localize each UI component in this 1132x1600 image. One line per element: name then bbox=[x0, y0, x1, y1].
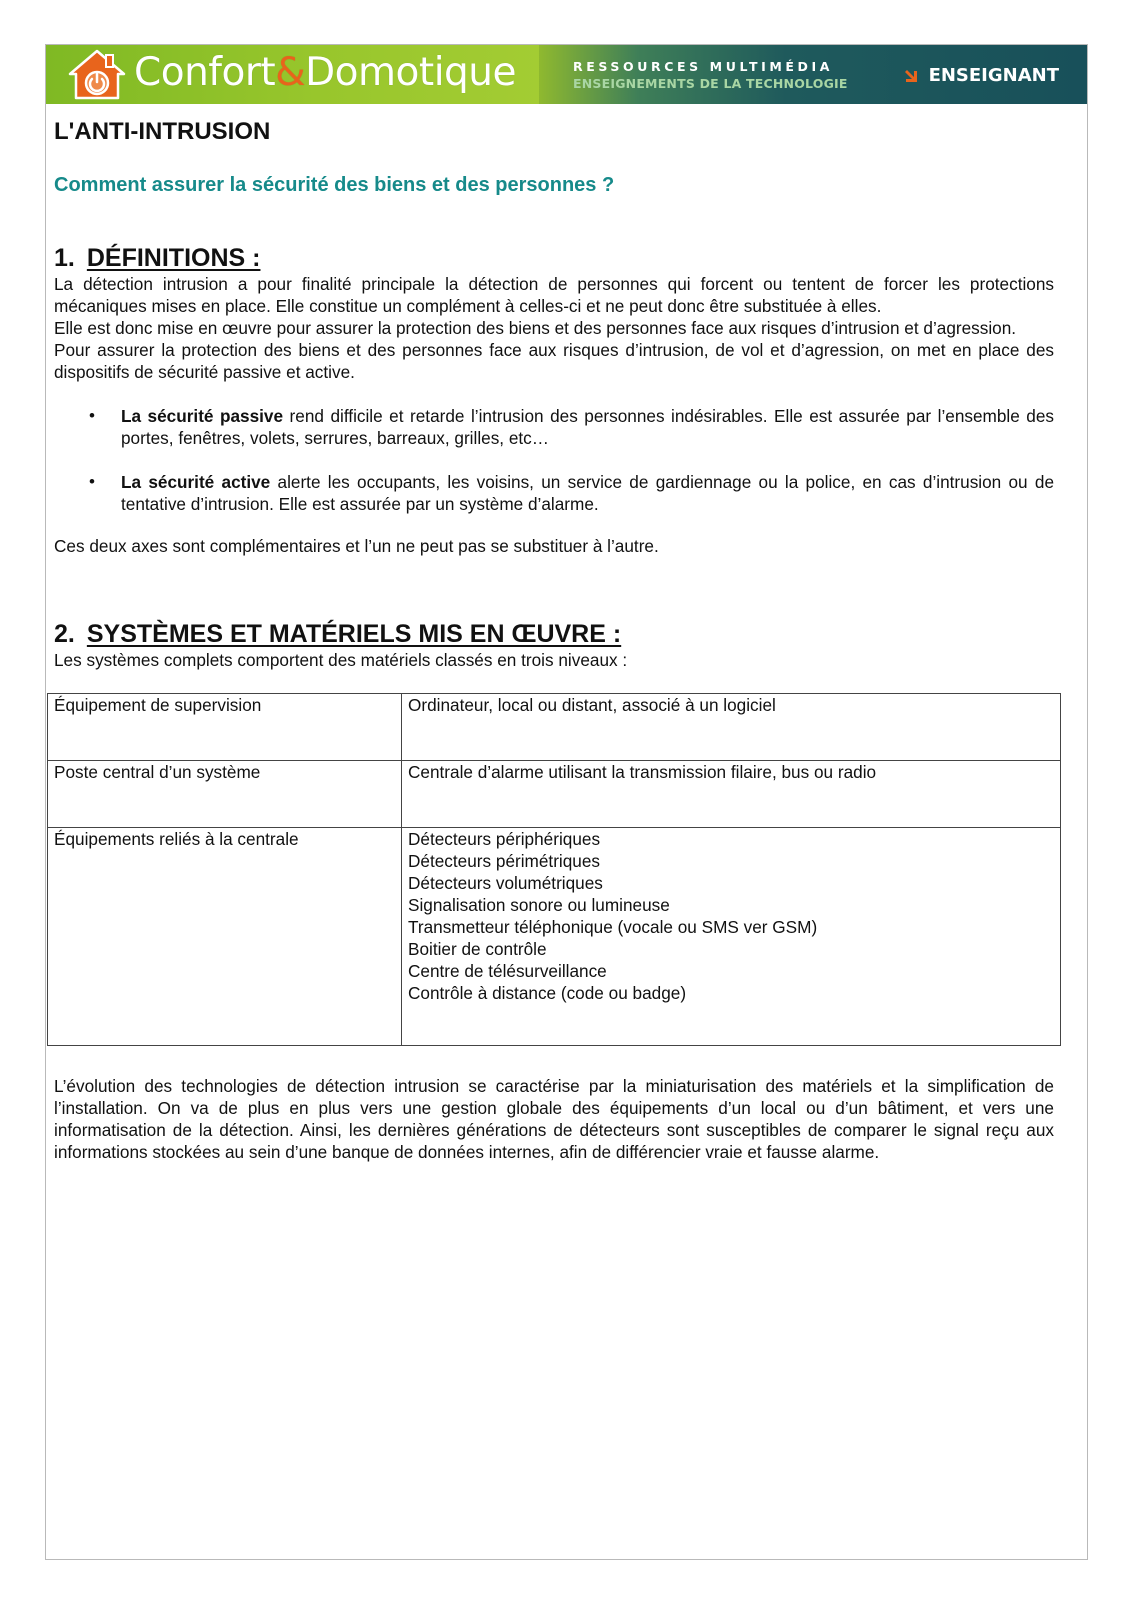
document-title: L'ANTI-INTRUSION bbox=[54, 118, 271, 145]
security-types-list bbox=[54, 405, 1054, 515]
arrow-down-right-icon bbox=[905, 67, 923, 85]
resources-title: RESSOURCES MULTIMÉDIA bbox=[573, 59, 834, 74]
table-row bbox=[48, 693, 1061, 760]
header-banner bbox=[46, 45, 1087, 104]
table-row bbox=[48, 760, 1061, 827]
section-2-number: 2. bbox=[54, 619, 75, 648]
list-item-active-security bbox=[54, 471, 1054, 515]
bullet-term: La sécurité active bbox=[121, 471, 271, 492]
table-cell-items: Ordinateur, local ou distant, associé à un logiciel bbox=[402, 693, 1061, 760]
role-label: ENSEIGNANT bbox=[928, 65, 1059, 86]
table-cell-items bbox=[402, 827, 1061, 1045]
list-item-passive-security bbox=[54, 405, 1054, 449]
equipment-item: Signalisation sonore ou lumineuse bbox=[408, 894, 670, 915]
section-1-number: 1. bbox=[54, 243, 75, 272]
equipment-item: Contrôle à distance (code ou badge) bbox=[408, 982, 687, 1003]
resources-subtitle: ENSEIGNEMENTS DE LA TECHNOLOGIE bbox=[573, 76, 848, 91]
table-cell-level: Poste central d’un système bbox=[48, 760, 402, 827]
levels-table-wrapper bbox=[54, 693, 1054, 1057]
house-power-logo-icon bbox=[66, 48, 128, 102]
equipment-levels-table bbox=[47, 693, 1061, 1046]
definition-paragraph-1: La détection intrusion a pour finalité principale la détection de personnes qui forcent ou tentent de forcer les protections mécaniques mises en place. Elle constitue un complément à celles-ci et ne peut donc être substituée à elles. bbox=[54, 273, 1054, 316]
equipment-item: Détecteurs volumétriques bbox=[408, 872, 603, 893]
equipment-item: Transmetteur téléphonique (vocale ou SMS ver GSM) bbox=[408, 916, 818, 937]
bullet-icon: • bbox=[89, 471, 95, 491]
brand-name: Confort&Domotique bbox=[134, 50, 516, 95]
table-cell-level: Équipement de supervision bbox=[48, 693, 402, 760]
section-2-heading bbox=[54, 619, 1054, 649]
document-question: Comment assurer la sécurité des biens et des personnes ? bbox=[54, 173, 615, 196]
equipment-item: Détecteurs périmétriques bbox=[408, 850, 601, 871]
bullet-term: La sécurité passive bbox=[121, 405, 284, 426]
definition-paragraph-3: Pour assurer la protection des biens et des personnes face aux risques d’intrusion, de vol et d’agression, on met en place des dispositifs de sécurité passive et active. bbox=[54, 339, 1054, 382]
bullet-text: rend difficile et retarde l’intrusion des personnes indésirables. Elle est assurée par l’ensemble des portes, fenêtres, volets, serrures, barreaux, grilles, etc… bbox=[121, 405, 1054, 448]
equipment-item: Centre de télésurveillance bbox=[408, 960, 607, 981]
bullet-icon: • bbox=[89, 405, 95, 425]
role-badge bbox=[905, 65, 1059, 86]
equipment-item: Boitier de contrôle bbox=[408, 938, 547, 959]
technology-evolution-paragraph: L’évolution des technologies de détection intrusion se caractérise par la miniaturisation des matériels et la simplification de l’installation. On va de plus en plus vers une gestion globale des équipements d’un local ou d’un bâtiment, et vers une informatisation de la détection. Ainsi, les dernières générations de détecteurs sont susceptibles de comparer le signal reçu aux informations stockées au sein d’une banque de données internes, afin de différencier vraie et fausse alarme. bbox=[54, 1075, 1054, 1162]
definition-paragraph-4: Ces deux axes sont complémentaires et l’un ne peut pas se substituer à l’autre. bbox=[54, 535, 659, 556]
systems-intro: Les systèmes complets comportent des matériels classés en trois niveaux : bbox=[54, 649, 628, 670]
equipment-item: Détecteurs périphériques bbox=[408, 828, 601, 849]
brand-area bbox=[46, 45, 539, 104]
section-1-heading bbox=[54, 243, 1054, 273]
section-1-title: DÉFINITIONS : bbox=[86, 243, 261, 272]
document-body bbox=[54, 104, 1054, 1163]
table-row bbox=[48, 827, 1061, 1045]
bullet-text: alerte les occupants, les voisins, un service de gardiennage ou la police, en cas d’intrusion ou de tentative d’intrusion. Elle est assurée par un système d’alarme. bbox=[121, 471, 1055, 514]
section-2-title: SYSTÈMES ET MATÉRIELS MIS EN ŒUVRE : bbox=[86, 619, 622, 648]
table-cell-level: Équipements reliés à la centrale bbox=[48, 827, 402, 1045]
resources-area bbox=[539, 45, 1087, 104]
table-cell-items: Centrale d’alarme utilisant la transmission filaire, bus ou radio bbox=[402, 760, 1061, 827]
definition-paragraph-2: Elle est donc mise en œuvre pour assurer la protection des biens et des personnes face aux risques d’intrusion et d’agression. bbox=[54, 317, 1017, 338]
